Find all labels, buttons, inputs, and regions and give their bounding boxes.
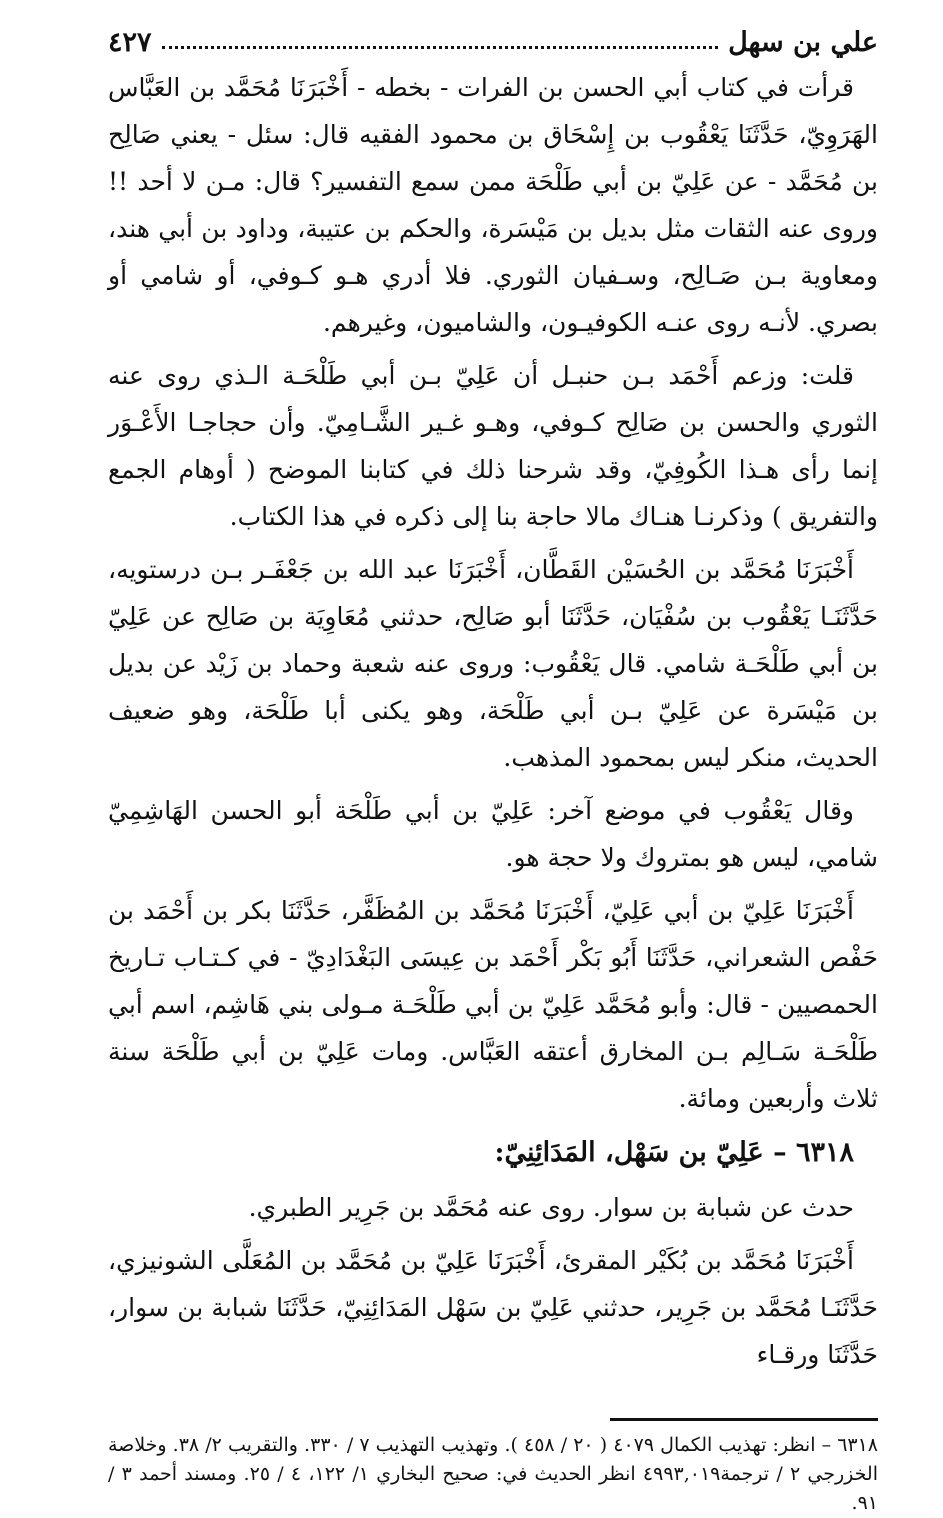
paragraph: أَخْبَرَنَا مُحَمَّد بن بُكَيْر المقرئ، أَخْبَرَنَا عَلِيّ بن مُحَمَّد بن المُعَلَّى الشونيزي، حَدَّثَنَـا مُحَمَّد بن جَرِير، حدثني عَلِيّ بن سَهْل المَدَائِنِيّ، حَدَّثَنَا شبابة بن سوار، حَدَّثَنَا ورقـاء [108, 1246, 878, 1369]
paragraph: قرأت في كتاب أبي الحسن بن الفرات - بخطه - أَخْبَرَنَا مُحَمَّد بن العَبَّاس الهَرَوِيّ، حَدَّثَنَا يَعْقُوب بن إِسْحَاق بن محمود الفقيه قال: سئل - يعني صَالِح بن مُحَمَّد - عن عَلِيّ بن أبي طَلْحَة ممن سمع التفسير؟ قال: مـن لا أحد !! وروى عنه الثقات مثل بديل بن مَيْسَرة، والحكم بن عتيبة، وداود بن أبي هند، ومعاوية بـن صَـالِح، وسـفيان الثوري. فلا أدري هـو كـوفي، أو شامي أو بصري. لأنـه روى عنـه الكوفيـون، والشاميون، وغيرهم. [108, 73, 878, 337]
paragraph: أَخْبَرَنَا عَلِيّ بن أبي عَلِيّ، أَخْبَرَنَا مُحَمَّد بن المُظَفَّر، حَدَّثَنَا بكر بن أَحْمَد بن حَفْص الشعراني، حَدَّثَنَا أَبُو بَكْر أَحْمَد بن عِيسَى البَغْدَادِيّ - في كـتـاب تـاريخ الحمصيين - قال: وأبو مُحَمَّد عَلِيّ بن أبي طَلْحَـة مـولى بني هَاشِم، اسم أبي طَلْحَـة سَـالِم بـن المخارق أعتقه العَبَّاس. ومات عَلِيّ بن أبي طَلْحَة سنة ثلاث وأربعين ومائة. [108, 896, 878, 1113]
paragraph: قلت: وزعم أَحْمَد بـن حنبـل أن عَلِيّ بـن أبي طَلْحَـة الـذي روى عنه الثوري والحسن بن صَالِح كـوفي، وهـو غـير الشَّـامِيّ. وأن حجاجـا الأَعْـوَر إنما رأى هـذا الكُوفِيّ، وقد شرحنا ذلك في كتابنا الموضح ( أوهام الجمع والتفريق ) وذكرنـا هنـاك مالا حاجة بنا إلى ذكره في هذا الكتاب. [108, 361, 878, 531]
running-title: علي بن سهل [728, 26, 878, 58]
paragraph: حدث عن شبابة بن سوار. روى عنه مُحَمَّد بن جَرِير الطبري. [248, 1193, 854, 1222]
running-header [108, 20, 878, 64]
footnote-divider [610, 1418, 878, 1421]
main-text [108, 64, 878, 1378]
paragraph: وقال يَعْقُوب في موضع آخر: عَلِيّ بن أبي طَلْحَة أبو الحسن الهَاشِمِيّ شامي، ليس هو بمتروك ولا حجة هو. [108, 796, 878, 872]
leader-dots [162, 36, 719, 49]
page-number: ٤٢٧ [108, 26, 152, 58]
entry-heading: ٦٣١٨ – عَلِيّ بن سَهْل، المَدَائِنِيّ: [494, 1137, 854, 1168]
document-page [108, 20, 878, 1518]
footnote: ٦٣١٨ – انظر: تهذيب الكمال ٤٠٧٩ ( ٢٠ / ٤٥٨ ). وتهذيب التهذيب ٧ / ٣٣٠. والتقريب ٢/ ٣٨. وخلاصة الخزرجي ٢ / ترجمة٤٩٩٣,٠١٩ انظر الحديث في: صحيح البخاري ١/ ١٢٢، ٤ / ٢٥. ومسند أحمد ٣ / ٩١. [108, 1434, 879, 1514]
paragraph: أَخْبَرَنَا مُحَمَّد بن الحُسَيْن القَطَّان، أَخْبَرَنَا عبد الله بن جَعْفَـر بـن درستويه، حَدَّثَنَـا يَعْقُوب بن سُفْيَان، حَدَّثَنَا أبو صَالِح، حدثني مُعَاوِيَة بن صَالِح عن عَلِيّ بن أبي طَلْحَـة شامي. قال يَعْقُوب: وروى عنه شعبة وحماد بن زَيْد عن بديل بن مَيْسَرة عن عَلِيّ بـن أبي طَلْحَة، وهو يكنى أبا طَلْحَة، وهو ضعيف الحديث، منكر ليس بمحمود المذهب. [108, 555, 878, 772]
